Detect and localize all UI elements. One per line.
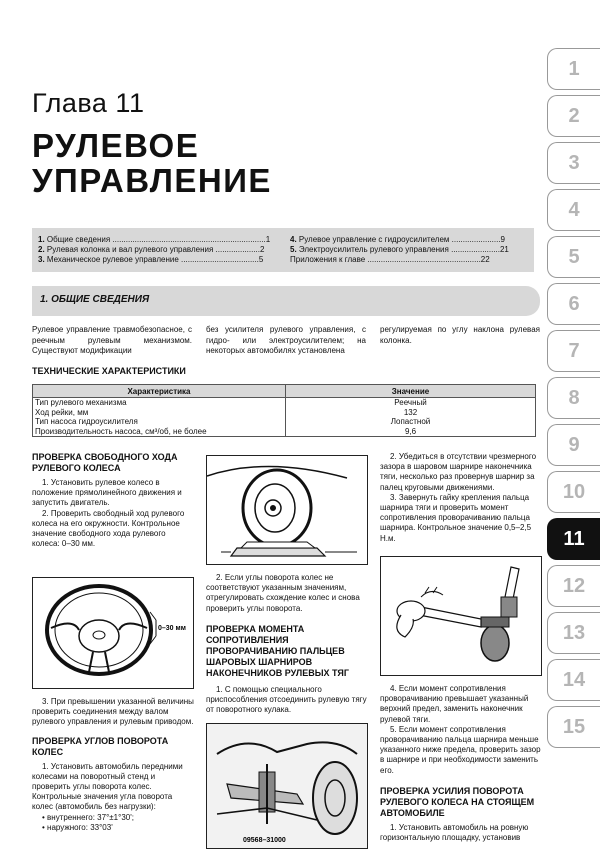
- paragraph: 3. При превышении указанной величины проверить соединения между валом рулевого управления и рулевым приводом.: [32, 697, 194, 727]
- toc-item[interactable]: 5. Электроусилитель рулевого управления ......................21: [290, 245, 509, 254]
- specs-heading: ТЕХНИЧЕСКИЕ ХАРАКТЕРИСТИКИ: [32, 366, 186, 376]
- toc-left: [38, 235, 270, 265]
- subheading: ПРОВЕРКА СВОБОДНОГО ХОДА РУЛЕВОГО КОЛЕСА: [32, 452, 178, 473]
- specs-col-header: Значение: [286, 385, 536, 398]
- intro-col-1: Рулевое управление травмобезопасное, с реечным рулевым механизмом. Существуют модификации: [32, 325, 192, 355]
- column-1-continued: [32, 697, 194, 833]
- figure-turntable: [206, 455, 368, 565]
- specs-col-header: Характеристика: [33, 385, 286, 398]
- fig-label: 09568–31000: [243, 837, 286, 844]
- subheading: ПРОВЕРКА УГЛОВ ПОВОРОТА КОЛЕС: [32, 735, 169, 757]
- toc-item[interactable]: Приложения к главе ...................................................22: [290, 255, 490, 264]
- paragraph: 2. Убедиться в отсутствии чрезмерного зазора в шаровом шарнире наконечника тяги, несколько раз провернув шарнир за палец круговыми движениями.: [380, 452, 537, 492]
- paragraph: 2. Если углы поворота колес не соответствуют указанным значениям, отрегулировать схождение колес и снова проверить углы поворота.: [206, 573, 360, 613]
- table-of-contents: [32, 228, 534, 272]
- chapter-tab[interactable]: 7: [547, 330, 600, 372]
- toc-right: [290, 235, 509, 265]
- column-1: [32, 452, 194, 549]
- chapter-tab[interactable]: 13: [547, 612, 600, 654]
- column-2: [206, 573, 368, 715]
- table-row: Производительность насоса, см³/об, не более 9,6: [33, 427, 536, 437]
- chapter-tab[interactable]: 12: [547, 565, 600, 607]
- paragraph: 1. Установить автомобиль передними колесами на поворотный стенд и проверить углы поворота колес. Контрольные значения угла поворота колес (автомобиль без нагрузки):: [32, 761, 183, 812]
- chapter-tab[interactable]: 3: [547, 142, 600, 184]
- table-row: Тип насоса гидроусилителя Лопастной: [33, 417, 536, 427]
- toc-item[interactable]: 4. Рулевое управление с гидроусилителем ......................9: [290, 235, 505, 244]
- toc-item[interactable]: 3. Механическое рулевое управление ...................................5: [38, 255, 264, 264]
- paragraph: 4. Если момент сопротивления проворачиванию превышает указанный верхний предел, заменить наконечник рулевой тяги.: [380, 684, 529, 724]
- paragraph: 2. Проверить свободный ход рулевого колеса на его окружности. Контрольное значение свободного хода рулевого колеса: 0–30 мм.: [32, 508, 185, 549]
- chapter-tab[interactable]: 1: [547, 48, 600, 90]
- chapter-tab[interactable]: 6: [547, 283, 600, 325]
- chapter-tab-active[interactable]: 11: [547, 518, 600, 560]
- specs-table: [32, 384, 536, 437]
- toc-item[interactable]: 1. Общие сведения .....................................................................1: [38, 235, 271, 244]
- chapter-label: Глава 11: [32, 88, 145, 118]
- chapter-tab[interactable]: 9: [547, 424, 600, 466]
- paragraph: 3. Завернуть гайку крепления пальца шарнира тяги и проверить момент сопротивления проворачиванию пальца шарнира. Контрольное значение 0,5–2,5 Н.м.: [380, 492, 532, 543]
- paragraph: 1. Установить рулевое колесо в положение прямолинейного движения и запустить двигатель.: [32, 478, 182, 508]
- figure-torque-wrench: [380, 556, 542, 676]
- chapter-tab[interactable]: 5: [547, 236, 600, 278]
- torque-wrench-drawing: [381, 557, 541, 675]
- steering-wheel-drawing: [33, 578, 193, 688]
- figure-steering-wheel: [32, 577, 194, 689]
- chapter-tab[interactable]: 4: [547, 189, 600, 231]
- chapter-tab[interactable]: 8: [547, 377, 600, 419]
- chapter-tab[interactable]: 14: [547, 659, 600, 701]
- column-3-continued: [380, 684, 542, 843]
- chapter-tab[interactable]: 15: [547, 706, 600, 748]
- paragraph: 1. Установить автомобиль на ровную горизонтальную площадку, установив: [380, 822, 529, 843]
- table-row: Ход рейки, мм 132: [33, 408, 536, 418]
- chapter-tab[interactable]: 10: [547, 471, 600, 513]
- table-row: Тип рулевого механизма Реечный: [33, 398, 536, 408]
- subheading: ПРОВЕРКА УСИЛИЯ ПОВОРОТА РУЛЕВОГО КОЛЕСА НА СТОЯЩЕМ АВТОМОБИЛЕ: [380, 785, 535, 818]
- figure-tie-rod-puller: [206, 723, 368, 849]
- bullet: • внутреннего: 37°±1°30';: [42, 812, 134, 822]
- fig-label: 0–30 мм: [158, 625, 186, 632]
- chapter-title-line1: РУЛЕВОЕ: [32, 127, 200, 164]
- chapter-title: [32, 128, 272, 198]
- section-title: 1. ОБЩИЕ СВЕДЕНИЯ: [40, 294, 150, 305]
- column-3: [380, 452, 542, 544]
- toc-item[interactable]: 2. Рулевая колонка и вал рулевого управления ....................2: [38, 245, 265, 254]
- section-header-bar: [32, 286, 540, 316]
- chapter-title-line2: УПРАВЛЕНИЕ: [32, 162, 272, 199]
- paragraph: 1. С помощью специального приспособления отсоединить рулевую тягу от поворотного кулака.: [206, 684, 367, 715]
- paragraph: 5. Если момент сопротивления проворачиванию пальца шарнира меньше указанного ниже предела, проверить зазор в шарнире и при необходимости заменить его.: [380, 724, 541, 775]
- intro-col-3: регулируемая по углу наклона рулевая колонка.: [380, 325, 540, 345]
- wheel-on-turntable-drawing: [207, 456, 367, 564]
- intro-col-2: без усилителя рулевого управления, с гидро- или электроусилителем; на некоторых автомобилях установлена: [206, 325, 366, 355]
- bullet: • наружного: 33°03': [42, 822, 113, 832]
- subheading: ПРОВЕРКА МОМЕНТА СОПРОТИВЛЕНИЯ ПРОВОРАЧИВАНИЮ ПАЛЬЦЕВ ШАРОВЫХ ШАРНИРОВ НАКОНЕЧНИКОВ РУЛЕВЫХ ТЯГ: [206, 623, 350, 678]
- chapter-tab[interactable]: 2: [547, 95, 600, 137]
- suspension-drawing: [207, 724, 367, 848]
